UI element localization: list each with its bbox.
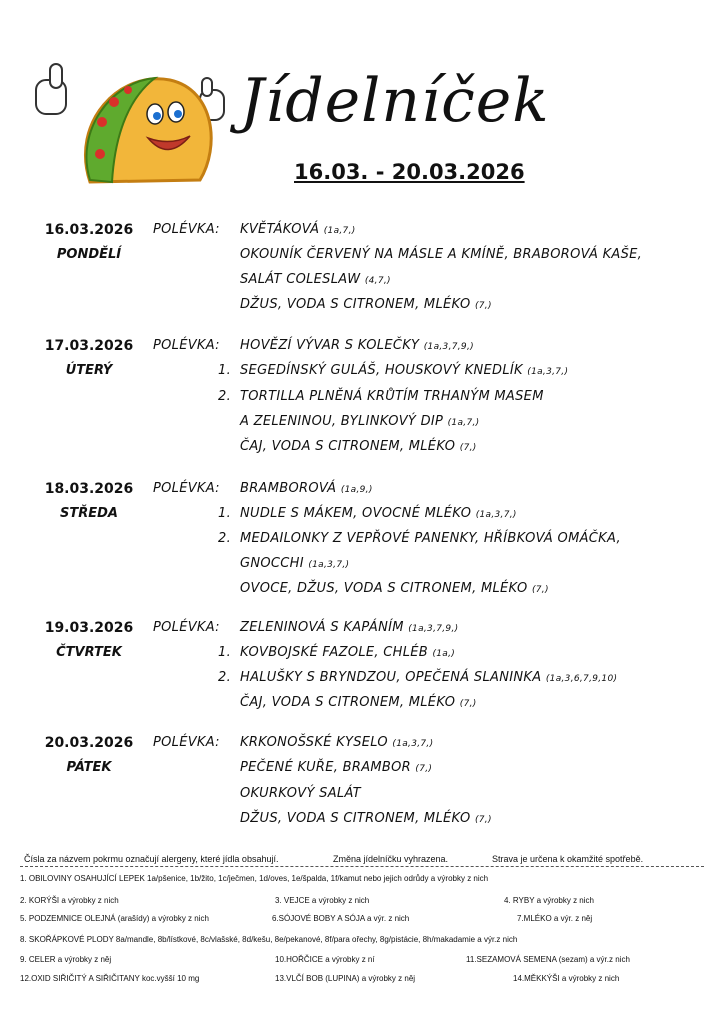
day-date: 16.03.2026	[44, 222, 134, 238]
meal-line: A ZELENINOU, BYLINKOVÝ DIP (1a,7,)	[240, 414, 480, 429]
day-date: 19.03.2026	[44, 620, 134, 636]
soup-label: POLÉVKA:	[153, 735, 220, 750]
day-name: ČTVRTEK	[56, 645, 122, 660]
day-date: 20.03.2026	[44, 735, 134, 751]
date-range: 16.03. - 20.03.2026	[294, 160, 525, 184]
change-note: Změna jídelníčku vyhrazena.	[333, 854, 449, 864]
meal-number: 1.	[218, 363, 232, 378]
soup-line: ZELENINOVÁ S KAPÁNÍM (1a,3,7,9,)	[240, 620, 459, 635]
meal-line: DŽUS, VODA S CITRONEM, MLÉKO (7,)	[240, 811, 492, 826]
soup-label: POLÉVKA:	[153, 338, 220, 353]
day-name: ÚTERÝ	[65, 363, 113, 378]
allergen-codes: (1a,7,)	[323, 226, 356, 236]
day-name: PONDĚLÍ	[56, 247, 122, 262]
taco-mascot-icon	[30, 62, 230, 192]
meal-number: 2.	[218, 389, 232, 404]
meal-line: DŽUS, VODA S CITRONEM, MLÉKO (7,)	[240, 297, 492, 312]
meal-number: 2.	[218, 531, 232, 546]
allergen-item: 10.HOŘČICE a výrobky z ní	[275, 955, 375, 964]
soup-line: BRAMBOROVÁ (1a,9,)	[240, 481, 373, 496]
allergen-item: 7.MLÉKO a výr. z něj	[517, 914, 593, 923]
allergen-item: 9. CELER a výrobky z něj	[20, 955, 112, 964]
allergen-item: 6.SÓJOVÉ BOBY A SÓJA a výr. z nich	[272, 914, 410, 923]
allergen-item: 11.SEZAMOVÁ SEMENA (sezam) a výr.z nich	[466, 955, 630, 964]
meal-line: SALÁT COLESLAW (4,7,)	[240, 272, 391, 287]
meal-line: MEDAILONKY Z VEPŘOVÉ PANENKY, HŘÍBKOVÁ OMÁČKA,	[240, 531, 621, 546]
soup-label: POLÉVKA:	[153, 481, 220, 496]
soup-line: KRKONOŠSKÉ KYSELO (1a,3,7,)	[240, 735, 434, 750]
allergen-item: 5. PODZEMNICE OLEJNÁ (arašídy) a výrobky z nich	[20, 914, 209, 923]
day-name: PÁTEK	[66, 760, 112, 775]
meal-line: GNOCCHI (1a,3,7,)	[240, 556, 350, 571]
meal-line: ČAJ, VODA S CITRONEM, MLÉKO (7,)	[240, 695, 477, 710]
meal-number: 1.	[218, 645, 232, 660]
consumption-note: Strava je určena k okamžité spotřebě.	[492, 854, 644, 864]
day-date: 17.03.2026	[44, 338, 134, 354]
day-date: 18.03.2026	[44, 481, 134, 497]
meal-line: KOVBOJSKÉ FAZOLE, CHLÉB (1a,)	[240, 645, 456, 660]
meal-number: 2.	[218, 670, 232, 685]
meal-line: TORTILLA PLNĚNÁ KRŮTÍM TRHANÝM MASEM	[240, 389, 544, 404]
page-title: Jídelníček	[240, 66, 550, 136]
allergen-item: 8. SKOŘÁPKOVÉ PLODY 8a/mandle, 8b/lístkové, 8c/vlašské, 8d/kešu, 8e/pekanové, 8f/para ořechy, 8g/pistácie, 8h/makadamie a výr.z nich	[20, 935, 518, 944]
meal-number: 1.	[218, 506, 232, 521]
allergen-item: 2. KORÝŠI a výrobky z nich	[20, 896, 119, 905]
meal-line: OVOCE, DŽUS, VODA S CITRONEM, MLÉKO (7,)	[240, 581, 549, 596]
allergen-note: Čísla za názvem pokrmu označují alergeny, které jídla obsahují.	[24, 854, 279, 864]
soup-label: POLÉVKA:	[153, 222, 220, 237]
meal-line: PEČENÉ KUŘE, BRAMBOR (7,)	[240, 760, 433, 775]
allergen-item: 13.VLČÍ BOB (LUPINA) a výrobky z něj	[275, 974, 416, 983]
allergen-item: 3. VEJCE a výrobky z nich	[275, 896, 370, 905]
meal-line: OKURKOVÝ SALÁT	[240, 786, 361, 801]
soup-line: HOVĚZÍ VÝVAR S KOLEČKY (1a,3,7,9,)	[240, 338, 474, 353]
meal-line: SEGEDÍNSKÝ GULÁŠ, HOUSKOVÝ KNEDLÍK (1a,3,7,)	[240, 363, 569, 378]
soup-name: KVĚTÁKOVÁ	[240, 222, 320, 237]
meal-line: ČAJ, VODA S CITRONEM, MLÉKO (7,)	[240, 439, 477, 454]
allergen-item: 14.MĚKKÝŠI a výrobky z nich	[513, 974, 620, 983]
day-name: STŘEDA	[60, 506, 118, 521]
divider	[20, 866, 704, 867]
soup-line	[240, 222, 356, 237]
soup-label: POLÉVKA:	[153, 620, 220, 635]
meal-line: OKOUNÍK ČERVENÝ NA MÁSLE A KMÍNĚ, BRABOROVÁ KAŠE,	[240, 247, 643, 262]
allergen-item: 12.OXID SIŘIČITÝ A SIŘIČITANY koc.vyšší 10 mg	[20, 974, 200, 983]
meal-line: NUDLE S MÁKEM, OVOCNÉ MLÉKO (1a,3,7,)	[240, 506, 517, 521]
allergen-item: 4. RYBY a výrobky z nich	[504, 896, 594, 905]
allergen-item: 1. OBILOVINY OSAHUJÍCÍ LEPEK 1a/pšenice, 1b/žito, 1c/ječmen, 1d/oves, 1e/špalda, 1f/kamut nebo jejich odrůdy a výrobky z nich	[20, 874, 489, 883]
meal-line: HALUŠKY S BRYNDZOU, OPEČENÁ SLANINKA (1a,3,6,7,9,10)	[240, 670, 618, 685]
